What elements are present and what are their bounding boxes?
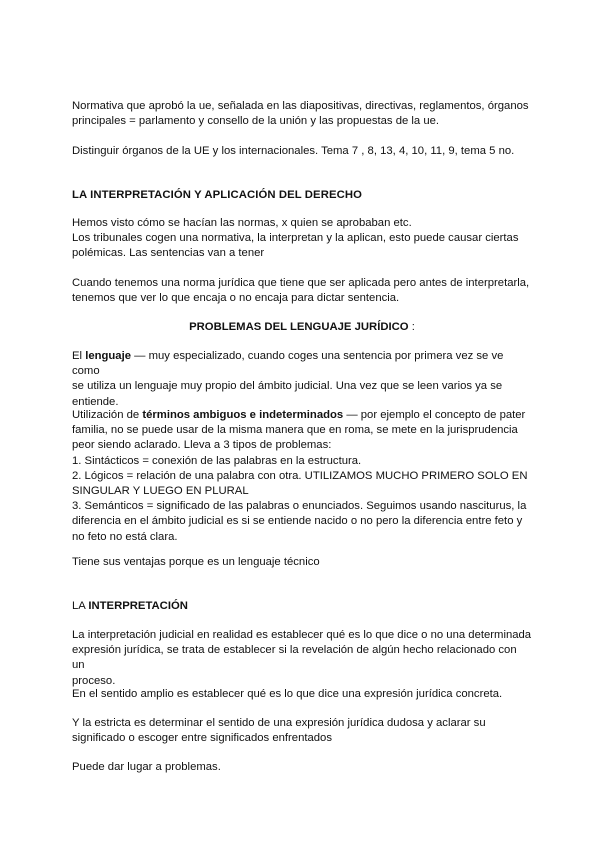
paragraph-terminos-ambiguos <box>72 408 532 545</box>
list-item: 1. Sintácticos = conexión de las palabras en la estructura. <box>72 454 362 467</box>
list-item: 3. Semánticos = significado de las palabras o enunciados. Seguimos usando nasciturus, la <box>72 500 527 513</box>
paragraph-hemos-visto <box>72 216 532 262</box>
text-line: tenemos que ver lo que encaja o no encaja para dictar sentencia. <box>72 292 400 305</box>
paragraph-ventajas <box>72 555 532 570</box>
text-line <box>72 408 532 423</box>
bold-term: términos ambiguos e indeterminados <box>142 409 344 421</box>
heading-la-interpretacion <box>72 599 532 614</box>
heading-suffix: : <box>408 321 415 333</box>
heading-interpretacion-aplicacion <box>72 188 532 203</box>
text-line: Los tribunales cogen una normativa, la interpretan y la aplican, esto puede causar ciertas <box>72 232 519 245</box>
text-line: principales = parlamento y consello de la unión y las propuestas de la ue. <box>72 115 440 128</box>
text-line: expresión jurídica, se trata de establecer si la revelación de algún hecho relacionado con un <box>72 644 517 672</box>
heading-prefix: LA <box>72 600 89 612</box>
text-line: Tiene sus ventajas porque es un lenguaje técnico <box>72 556 320 568</box>
text-line: Hemos visto cómo se hacían las normas, x quien se aprobaban etc. <box>72 217 412 229</box>
text-run: — por ejemplo el concepto de pater <box>343 409 526 421</box>
text-run: — muy especializado, cuando coges una sentencia por primera vez se ve como <box>72 350 504 378</box>
text-line: En el sentido amplio es establecer qué es lo que dice una expresión jurídica concreta. <box>72 688 503 700</box>
paragraph-problemas <box>72 760 532 775</box>
text-line: Y la estricta es determinar el sentido de una expresión jurídica dudosa y aclarar su <box>72 717 486 729</box>
text-line: diferencia en el ámbito judicial es si se entiende nacido o no pero la diferencia entre feto y <box>72 515 523 528</box>
bold-term: lenguaje <box>85 350 132 362</box>
text-line <box>72 349 532 379</box>
text-line: peor siendo aclarado. Lleva a 3 tipos de problemas: <box>72 439 332 452</box>
text-run: El <box>72 350 86 362</box>
paragraph-distinguir <box>72 144 532 159</box>
paragraph-norma-juridica <box>72 276 532 306</box>
text-line: Cuando tenemos una norma jurídica que tiene que ser aplicada pero antes de interpretarla, <box>72 277 530 289</box>
text-line: La interpretación judicial en realidad es establecer qué es lo que dice o no una determinada <box>72 629 532 641</box>
text-line: familia, no se puede usar de la misma manera que en roma, se mete en la jurisprudencia <box>72 424 518 437</box>
text-line: Puede dar lugar a problemas. <box>72 761 221 773</box>
text-line: entiende. <box>72 395 119 408</box>
paragraph-estricta <box>72 716 532 746</box>
heading-text: PROBLEMAS DEL LENGUAJE JURÍDICO <box>189 321 409 333</box>
heading-text: LA INTERPRETACIÓN Y APLICACIÓN DEL DERECHO <box>72 189 362 201</box>
heading-text: INTERPRETACIÓN <box>88 600 188 612</box>
heading-problemas-lenguaje <box>72 320 532 335</box>
text-line: proceso. <box>72 674 116 687</box>
heading-line <box>72 599 532 614</box>
text-line: Normativa que aprobó la ue, señalada en las diapositivas, directivas, reglamentos, órganos <box>72 100 529 112</box>
text-line: SINGULAR Y LUEGO EN PLURAL <box>72 485 249 498</box>
paragraph-sentido-amplio <box>72 687 532 702</box>
text-run: Utilización de <box>72 409 143 421</box>
paragraph-lenguaje <box>72 349 532 410</box>
paragraph-interpretacion-judicial <box>72 628 532 689</box>
list-item: 2. Lógicos = relación de una palabra con otra. UTILIZAMOS MUCHO PRIMERO SOLO EN <box>72 469 528 482</box>
text-line: se utiliza un lenguaje muy propio del ámbito judicial. Una vez que se leen varios ya se <box>72 380 503 393</box>
text-line: Distinguir órganos de la UE y los internacionales. Tema 7 , 8, 13, 4, 10, 11, 9, tema 5 no. <box>72 145 515 157</box>
text-line: no feto no está clara. <box>72 530 178 543</box>
text-line: polémicas. Las sentencias van a tener <box>72 247 265 260</box>
heading-line <box>72 320 532 335</box>
text-line: significado o escoger entre significados enfrentados <box>72 732 332 745</box>
paragraph-normativa <box>72 99 532 129</box>
